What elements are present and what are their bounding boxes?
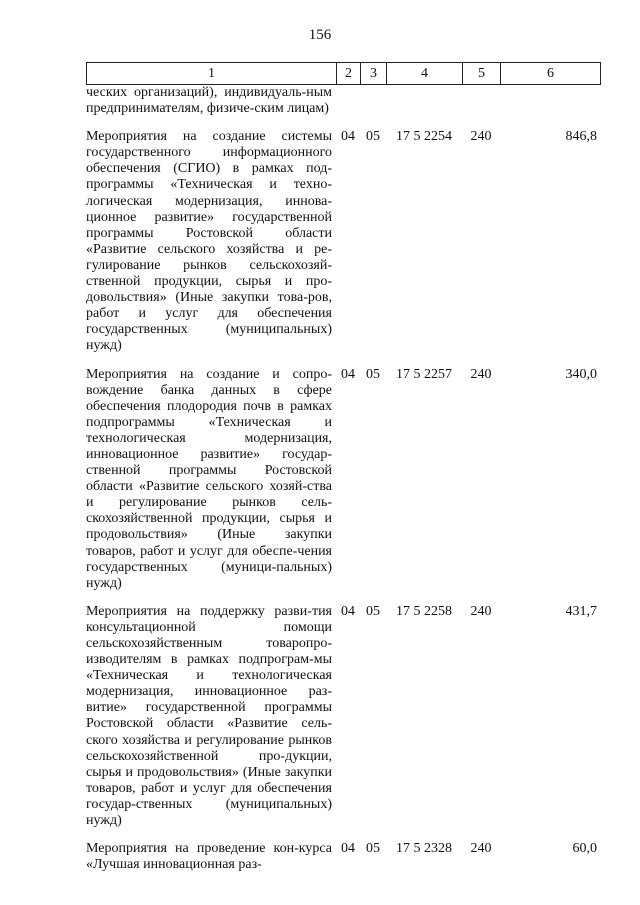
table-row	[86, 367, 600, 592]
row-expense-type	[462, 85, 500, 117]
row-description: Мероприятия на поддержку разви-тия консультационной помощи сельскохозяйственным товаропро-изводителям в рамках подпрограм-мы «Техническая и технологическая модернизация, инновационное раз-витие» государственной программы Ростовской области «Развитие сель-ского хозяйства и регулирование рынков сельскохозяйственной про-дукции, сырья и продовольствия» (Иные закупки товаров, работ и услуг для обеспечения государ-ственных (муниципальных) нужд)	[86, 603, 332, 829]
row-section-code: 04	[341, 603, 355, 619]
row-description: Мероприятия на создание системы государственного информационного обеспечения (СГИО) в рамках под-программы «Техническая и техно-логическая модернизация, иннова-ционное развитие» государственной программы Ростовской области «Развитие сельского хозяйства и ре-гулирование рынков сельскохозяй-ственной продукции, сырья и про-довольствия» (Иные закупки това-ров, работ и услуг для обеспечения государственных (муниципальных) нужд)	[86, 129, 332, 354]
column-header-3: 3	[361, 63, 387, 85]
row-target-article	[386, 85, 462, 117]
row-description: Мероприятия на создание и сопро-вождение банка данных в сфере обеспечения плодородия почв в рамках подпрограммы «Техническая и технологическая модернизация, инновационное развитие» государ-ственной программы Ростовской области «Развитие сельского хозяй-ства и регулирование рынков сель-скохозяйственной продукции, сырья и продовольствия» (Иные закупки товаров, работ и услуг для обеспе-чения государственных (муници-пальных) нужд)	[86, 366, 332, 591]
row-expense-type: 240	[470, 841, 492, 857]
row-expense-type: 240	[470, 603, 492, 619]
column-header-2: 2	[337, 63, 361, 85]
row-subsection-code: 05	[366, 841, 380, 857]
row-amount: 431,7	[565, 603, 597, 619]
row-description: ческих организаций), индивидуаль-ным предпринимателям, физиче-ским лицам)	[86, 85, 332, 117]
table-row	[86, 85, 600, 117]
row-section-code: 04	[341, 366, 355, 382]
column-header-4: 4	[387, 63, 463, 85]
row-section-code: 04	[341, 129, 355, 145]
table-row	[86, 129, 600, 354]
row-amount	[500, 85, 600, 117]
row-target-article: 17 5 2254	[396, 129, 452, 145]
column-header-6: 6	[501, 63, 601, 85]
row-expense-type: 240	[470, 129, 492, 145]
row-expense-type: 240	[470, 366, 492, 382]
column-header-5: 5	[463, 63, 501, 85]
row-subsection-code	[360, 85, 386, 117]
row-target-article: 17 5 2257	[396, 366, 452, 382]
row-amount: 340,0	[565, 366, 597, 382]
row-amount: 60,0	[572, 841, 597, 857]
row-description: Мероприятия на проведение кон-курса «Лучшая инновационная раз-	[86, 841, 332, 873]
budget-table	[86, 85, 600, 873]
table-header	[86, 62, 601, 85]
row-subsection-code: 05	[366, 129, 380, 145]
page-number: 156	[308, 27, 332, 43]
row-section-code	[336, 85, 360, 117]
table-row	[86, 841, 600, 873]
column-header-1: 1	[87, 63, 337, 85]
row-target-article: 17 5 2328	[396, 841, 452, 857]
row-subsection-code: 05	[366, 603, 380, 619]
row-target-article: 17 5 2258	[396, 603, 452, 619]
row-subsection-code: 05	[366, 366, 380, 382]
row-amount: 846,8	[565, 129, 597, 145]
header-row	[87, 63, 601, 85]
table-row	[86, 604, 600, 829]
row-section-code: 04	[341, 841, 355, 857]
